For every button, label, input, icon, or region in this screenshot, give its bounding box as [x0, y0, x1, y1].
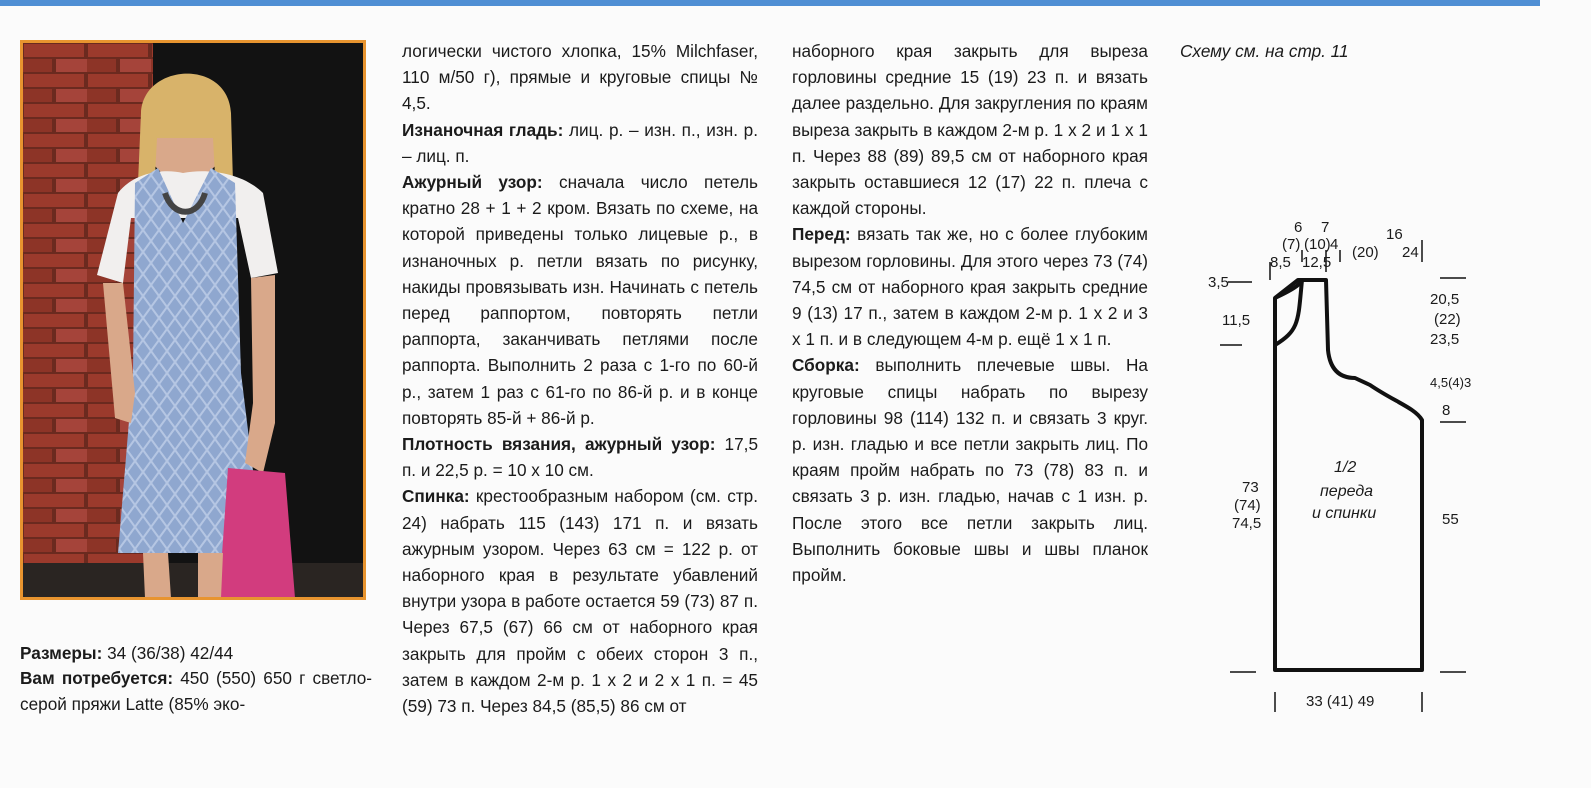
dim-total-front: 73: [1242, 479, 1259, 496]
materials-paragraph-start: [20, 665, 372, 717]
dim-neck-paren: (10): [1304, 236, 1331, 253]
sizes-paragraph: [20, 640, 372, 666]
materials-continued: логически чистого хлопка, 15% Milchfaser, 110 м/50 г), прямые и круговые спицы № 4,5.: [402, 41, 758, 114]
dim-armhole-last: 23,5: [1430, 331, 1460, 348]
model-photo: [20, 40, 366, 600]
dim-four: 4: [1330, 236, 1339, 253]
materials-label: Вам потребуется:: [20, 668, 174, 689]
sizes-value: 34 (36/38) 42/44: [107, 643, 234, 663]
top-accent-bar: [0, 0, 1540, 6]
half-label-2: переда: [1320, 483, 1374, 500]
dim-shoulder-paren: (7): [1282, 236, 1301, 253]
text-column-4: [1180, 38, 1535, 64]
dim-width-top: 16: [1386, 226, 1403, 243]
dim-shoulder: 6: [1294, 219, 1303, 236]
gauge-label: Плотность вязания, ажурный узор:: [402, 434, 725, 455]
dim-armhole-step: 4,5(4)3: [1430, 375, 1472, 390]
purl-paragraph: [402, 117, 758, 169]
back-paragraph: [402, 483, 758, 719]
back-paragraph: [792, 38, 1148, 221]
assembly-paragraph: [792, 352, 1148, 588]
back-text: наборного края закрыть для выреза горловины средние 15 (19) 23 п. и вязать далее раздельно. Для закругления по краям выреза закрыть в каждом 2-м р. 1 х 2 и 1 х 1 п. Через 88 (89) 89,5 см от наборного края закрыть оставшиеся 12 (17) 22 п. плеча с каждой стороны.: [792, 41, 1148, 219]
dim-width-top-last: 24: [1402, 244, 1419, 261]
dim-armhole-paren: (22): [1434, 311, 1461, 328]
text-column-3: [792, 38, 1148, 588]
dim-bottom-width: 33 (41) 49: [1306, 693, 1375, 710]
text-column-2: [402, 38, 758, 719]
materials-continued: [402, 38, 758, 117]
assembly-text: выполнить плечевые швы. На круговые спицы набрать по вырезу горловины 98 (114) 132 п. и связать 3 круг. р. изн. гладью и все петли закрыть лиц. По краям пройм набрать по 73 (78) 83 п. и связать 3 р. изн. гладью, начав с 1 изн. р. После этого все петли закрыть лиц. Выполнить боковые швы и швы планок пройм.: [792, 355, 1148, 586]
front-label: Перед:: [792, 224, 858, 245]
materials-value: 450 (550) 650 г светло-серой пряжи Latte (85% эко-: [20, 668, 373, 715]
dim-total-front-paren: (74): [1234, 497, 1261, 514]
dim-neck-last: 12,5: [1302, 254, 1332, 271]
lace-paragraph: [402, 169, 758, 431]
dim-neck: 7: [1321, 219, 1330, 236]
front-paragraph: [792, 221, 1148, 352]
pattern-schematic: [1190, 210, 1490, 730]
gauge-text: 17,5 п. и 22,5 р. = 10 х 10 см.: [402, 434, 758, 481]
dim-total-front-last: 74,5: [1232, 515, 1262, 532]
dim-side-step: 8: [1442, 402, 1451, 419]
lace-label: Ажурный узор:: [402, 172, 559, 193]
back-label: Спинка:: [402, 486, 476, 507]
dim-body-length: 55: [1442, 511, 1459, 528]
gauge-paragraph: [402, 431, 758, 483]
dim-width-top-paren: (20): [1352, 244, 1379, 261]
assembly-label: Сборка:: [792, 355, 876, 376]
sizes-label: Размеры:: [20, 643, 103, 663]
scheme-reference: Схему см. на стр. 11: [1180, 41, 1349, 61]
text-column-1: [20, 640, 372, 718]
purl-label: Изнаночная гладь:: [402, 119, 570, 140]
front-text: вязать так же, но с более глубоким вырезом горловины. Для этого через 73 (74) 74,5 см от наборного края закрыть средние 9 (13) 17 п., затем в каждом 2-м р. 1 х 2 и 3 х 1 п. и в следующем 4-м р. ещё 1 х 1 п.: [792, 224, 1148, 350]
purl-text: лиц. р. – изн. п., изн. р. – лиц. п.: [402, 119, 758, 166]
dim-neck-drop-front: 11,5: [1222, 312, 1251, 329]
dim-armhole: 20,5: [1430, 291, 1460, 308]
lace-text: сначала число петель кратно 28 + 1 + 2 кром. Вязать по схеме, на которой приведены только лицевые р., в изнаночных р. петли вязать по рисунку, накиды провязывать изн. Начинать с петель перед раппортом, повторять петли раппорта, заканчивать петлями после раппорта. Выполнить 2 раза с 1-го по 60-й р., затем 1 раз с 61-го по 86-й р. и в конце повторять 85-й + 86-й р.: [402, 172, 758, 428]
back-text: крестообразным набором (см. стр. 24) набрать 115 (143) 171 п. и вязать ажурным узором. Через 63 см = 122 р. от наборного края в результате убавлений внутри узора в работе остается 59 (73) 87 п. Через 67,5 (67) 66 см от наборного края закрыть для пройм с обеих сторон 3 п., затем в каждом 2-м р. 1 х 2 и 2 х 1 п. = 45 (59) 73 п. Через 84,5 (85,5) 86 см от: [402, 486, 758, 717]
half-label-1: 1/2: [1334, 459, 1357, 476]
dim-shoulder-last: 8,5: [1270, 254, 1291, 271]
dim-neck-drop-back: 3,5: [1208, 274, 1229, 291]
half-label-3: и спинки: [1312, 505, 1377, 522]
